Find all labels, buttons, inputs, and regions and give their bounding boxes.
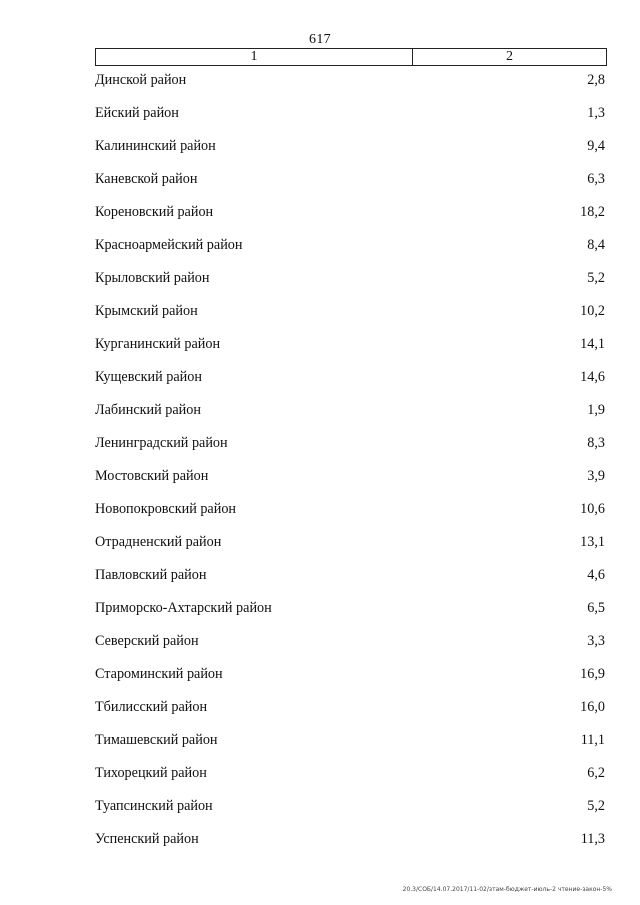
table-row <box>95 592 605 625</box>
district-value: 4,6 <box>587 567 605 583</box>
table-row <box>95 460 605 493</box>
district-value: 1,3 <box>587 105 605 121</box>
district-name: Ленинградский район <box>95 435 228 451</box>
district-value: 9,4 <box>587 138 605 154</box>
table-row <box>95 229 605 262</box>
district-name: Отрадненский район <box>95 534 222 550</box>
district-value: 10,6 <box>580 501 605 517</box>
district-name: Успенский район <box>95 831 199 847</box>
table-row <box>95 790 605 823</box>
district-value: 1,9 <box>587 402 605 418</box>
district-value: 16,9 <box>580 666 605 682</box>
district-value: 10,2 <box>580 303 605 319</box>
district-value: 2,8 <box>587 72 605 88</box>
table-row <box>95 724 605 757</box>
district-value: 18,2 <box>580 204 605 220</box>
district-name: Туапсинский район <box>95 798 213 814</box>
table-row <box>95 625 605 658</box>
district-value: 11,1 <box>580 732 605 748</box>
district-name: Кущевский район <box>95 369 202 385</box>
district-name: Динской район <box>95 72 187 88</box>
district-value: 5,2 <box>587 798 605 814</box>
table-row <box>95 658 605 691</box>
district-value: 8,3 <box>587 435 605 451</box>
column-header-2: 2 <box>506 49 513 64</box>
district-value: 6,3 <box>587 171 605 187</box>
table-body <box>95 64 605 856</box>
district-value: 3,9 <box>587 468 605 484</box>
district-name: Лабинский район <box>95 402 201 418</box>
table-row <box>95 493 605 526</box>
table-row <box>95 328 605 361</box>
district-name: Каневской район <box>95 171 198 187</box>
district-value: 11,3 <box>580 831 605 847</box>
district-value: 6,2 <box>587 765 605 781</box>
district-value: 5,2 <box>587 270 605 286</box>
district-name: Северский район <box>95 633 199 649</box>
table-row <box>95 691 605 724</box>
district-name: Мостовский район <box>95 468 209 484</box>
district-name: Курганинский район <box>95 336 221 352</box>
district-value: 3,3 <box>587 633 605 649</box>
table-row <box>95 130 605 163</box>
district-name: Крыловский район <box>95 270 210 286</box>
district-name: Кореновский район <box>95 204 214 220</box>
district-value: 14,1 <box>580 336 605 352</box>
district-name: Ейский район <box>95 105 179 121</box>
district-name: Тихорецкий район <box>95 765 207 781</box>
table-row <box>95 394 605 427</box>
table-row <box>95 97 605 130</box>
district-name: Новопокровский район <box>95 501 237 517</box>
district-value: 13,1 <box>580 534 605 550</box>
table-row <box>95 526 605 559</box>
district-name: Калининский район <box>95 138 216 154</box>
page-number: 617 <box>309 32 331 47</box>
district-value: 16,0 <box>580 699 605 715</box>
district-name: Тбилисский район <box>95 699 208 715</box>
table-row <box>95 196 605 229</box>
table-row <box>95 163 605 196</box>
table-row <box>95 559 605 592</box>
district-name: Крымский район <box>95 303 198 319</box>
district-value: 8,4 <box>587 237 605 253</box>
district-value: 14,6 <box>580 369 605 385</box>
district-name: Староминский район <box>95 666 223 682</box>
table-row <box>95 361 605 394</box>
table-row <box>95 427 605 460</box>
district-name: Тимашевский район <box>95 732 218 748</box>
district-name: Приморско-Ахтарский район <box>95 600 272 616</box>
district-name: Павловский район <box>95 567 207 583</box>
table-row <box>95 757 605 790</box>
district-name: Красноармейский район <box>95 237 243 253</box>
column-header-1: 1 <box>96 49 413 65</box>
table-row <box>95 64 605 97</box>
document-footer-code: 20.3/СОБ/14.07.2017/11-02/зтам-бюджет-июль-2 чтение-закон-5% <box>402 886 612 893</box>
district-value: 6,5 <box>587 600 605 616</box>
table-row <box>95 262 605 295</box>
table-row <box>95 823 605 856</box>
table-row <box>95 295 605 328</box>
